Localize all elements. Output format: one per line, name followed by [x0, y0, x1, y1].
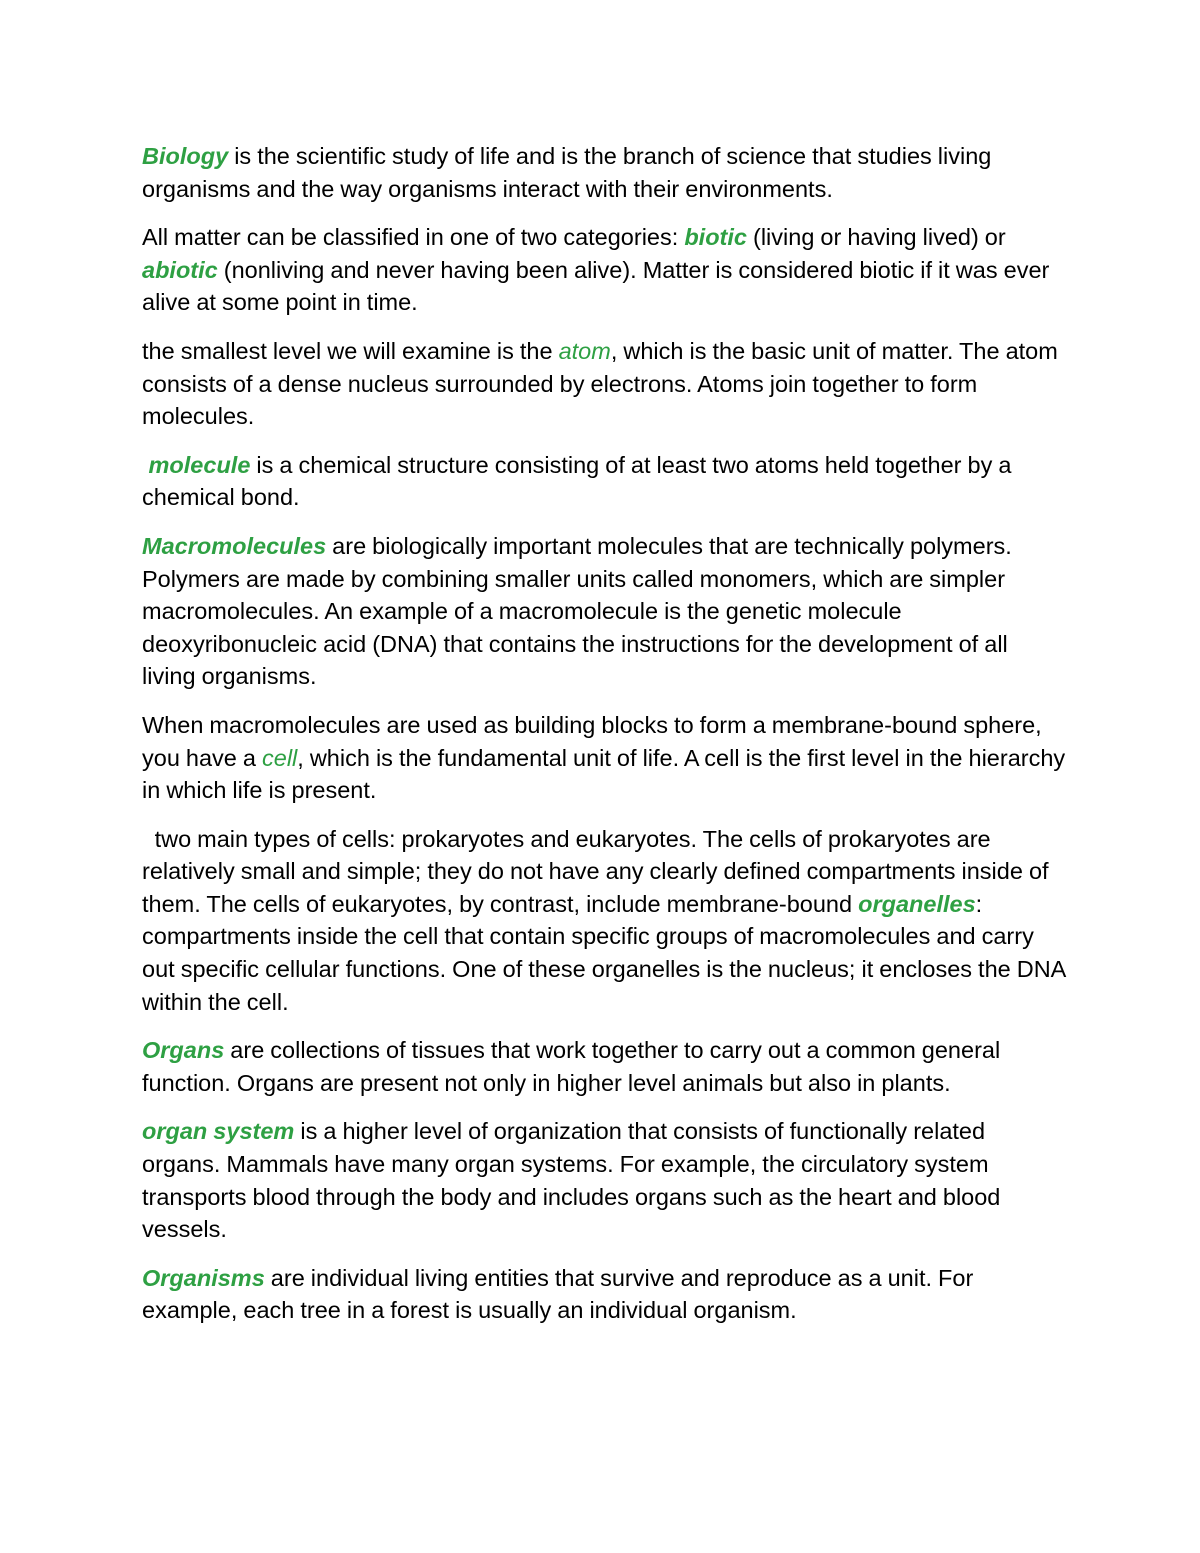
paragraph-organs: Organs are collections of tissues that work together to carry out a common general function. Organs are present not only in higher level animals but also in plants. [142, 1037, 1001, 1096]
paragraph-cell: When macromolecules are used as building blocks to form a membrane-bound sphere, you have a cell, which is the fundamental unit of life. A cell is the first level in the hierarchy in which life is present. [142, 711, 1066, 804]
paragraph-atom: the smallest level we will examine is the atom, which is the basic unit of matter. The atom consists of a dense nucleus surrounded by electrons. Atoms join together to form molecules. [142, 337, 1058, 430]
paragraph-cell-types: two main types of cells: prokaryotes and eukaryotes. The cells of prokaryotes are relatively small and simple; they do not have any clearly defined compartments inside of them. The cells of eukaryotes, by contrast, include membrane-bound organelles: compartments inside the cell that contain specific groups of macromolecules and carry out specific cellular functions. One of these organelles is the nucleus; it encloses the DNA within the cell. [142, 825, 1066, 1015]
paragraph-matter: All matter can be classified in one of two categories: biotic (living or having lived) or abiotic (nonliving and never having been alive). Matter is considered biotic if it was ever alive at some point in time. [142, 224, 1050, 316]
term-organ-system: organ system [142, 1118, 295, 1145]
term-macromolecules: Macromolecules [142, 532, 327, 559]
term-cell: cell [262, 744, 298, 771]
term-organelles: organelles [858, 890, 976, 917]
term-molecule: molecule [148, 451, 251, 478]
term-biotic: biotic [684, 224, 747, 251]
paragraph-organ-system: organ system is a higher level of organization that consists of functionally related organs. Mammals have many organ systems. For example, the circulatory system transports blood through the body and includes organs such as the heart and blood vessels. [142, 1118, 1001, 1243]
term-abiotic: abiotic [142, 256, 218, 283]
paragraph-macromolecules: Macromolecules are biologically important molecules that are technically polymers. Polymers are made by combining smaller units called monomers, which are simpler macromolecules. An example of a macromolecule is the genetic molecule deoxyribonucleic acid (DNA) that contains the instructions for the development of all living organisms. [142, 532, 1012, 690]
paragraph-biology: Biology is the scientific study of life and is the branch of science that studies living organisms and the way organisms interact with their environments. [142, 143, 992, 202]
term-biology: Biology [142, 143, 229, 169]
term-atom: atom [558, 337, 611, 364]
term-organisms: Organisms [142, 1264, 265, 1291]
paragraph-molecule: molecule is a chemical structure consisting of at least two atoms held together by a chemical bond. [142, 451, 1012, 511]
paragraph-organisms: Organisms are individual living entities that survive and reproduce as a unit. For example, each tree in a forest is usually an individual organism. [142, 1264, 974, 1324]
term-organs: Organs [142, 1037, 225, 1064]
document-body [142, 140, 1067, 1343]
